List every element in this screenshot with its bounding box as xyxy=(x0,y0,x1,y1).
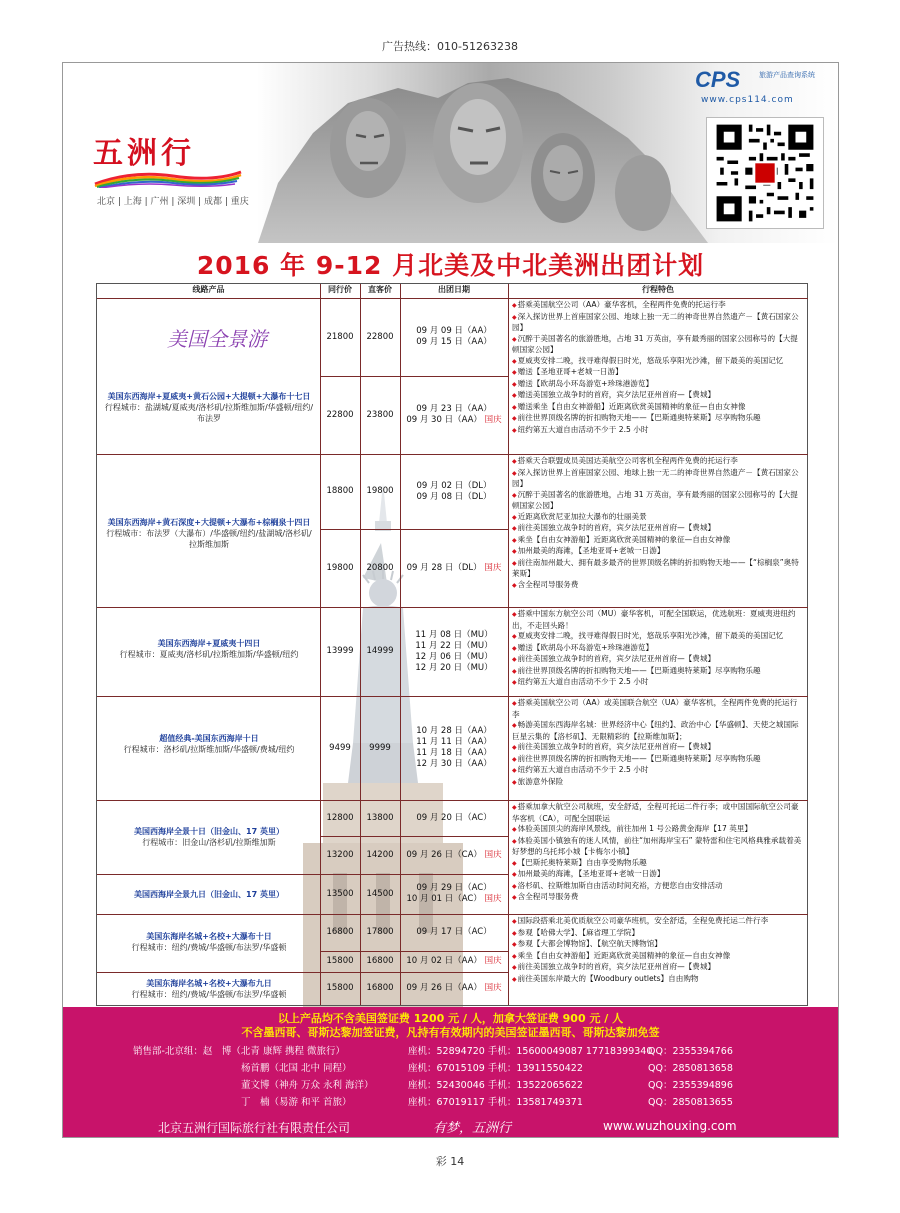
feature-item: ◆加州最美的海滩，【圣地亚哥+老城一日游】 xyxy=(512,869,665,878)
date xyxy=(406,415,501,426)
dates-cell xyxy=(400,972,508,1005)
route-name: 美国西海岸全景十日（旧金山、17 英里） xyxy=(134,827,284,836)
wuzhouxing-logo xyxy=(93,128,249,213)
ad-hotline: 广告热线：010-51263238 xyxy=(382,40,518,53)
feature-item: ◆国际段搭乘北美优质航空公司豪华班机，安全舒适，全程免费托运二件行李 xyxy=(512,916,769,925)
page-frame xyxy=(62,62,839,1138)
route-name: 美国东西海岸+夏威夷+黄石公园+大提顿+大瀑布十七日 xyxy=(107,391,311,401)
dates-cell xyxy=(400,607,508,696)
feature-item: ◆深入探访世界上首座国家公园、地球上独一无二的神奇世界自然遗产－【黄石国家公园】 xyxy=(512,311,799,332)
route-cell xyxy=(103,380,315,434)
route-name: 美国东西海岸+夏威夷十四日 xyxy=(157,639,261,648)
company-name: 北京五洲行国际旅行社有限责任公司 xyxy=(158,1121,351,1135)
peer-price: 21800 xyxy=(326,331,354,342)
peer-price: 22800 xyxy=(326,409,354,420)
route-cities: 行程城市：洛杉矶/拉斯维加斯/华盛顿/费城/纽约 xyxy=(123,745,295,754)
feature-item: ◆加州最美的海滩，【圣地亚哥+老城一日游】 xyxy=(512,546,665,555)
date: 12 月 30 日（AA） xyxy=(416,759,492,769)
contact-qq: QQ：2355394766 xyxy=(648,1046,733,1057)
visa-notice-1: 以上产品均不含美国签证费 1200 元 / 人，加拿大签证费 900 元 / 人 xyxy=(277,1012,624,1025)
peer-price: 12800 xyxy=(326,812,354,823)
feature-item: ◆夏威夷安排二晚，找寻难得假日时光，悠哉乐享阳光沙滩，留下最美的美国记忆 xyxy=(512,355,784,365)
feature-item: ◆搭乘加拿大航空公司航班，安全舒适，全程可托运二件行李；或中国国际航空公司豪华客机（CA），可配全国联运 xyxy=(512,802,799,823)
feature-item: ◆前往美国东岸最大的【Woodbury outlets】自由购物 xyxy=(512,973,699,983)
route-name: 美国东西海岸+黄石深度+大提顿+大瀑布+棕榈泉十四日 xyxy=(107,517,311,527)
feature-item: ◆纽约第五大道自由活动不少于 2.5 小时 xyxy=(512,677,649,686)
feature-item: ◆参观【哈佛大学】、【麻省理工学院】 xyxy=(512,927,640,937)
website-link[interactable]: www.wuzhouxing.com xyxy=(603,1119,737,1133)
feature-item: ◆畅游美国东西海岸名城：世界经济中心【纽约】、政治中心【华盛顿】、天使之城国际巨星云集的【洛杉矶】、无限精彩的【拉斯维加斯】； xyxy=(512,720,799,741)
contact-qq: QQ：2850813658 xyxy=(648,1063,733,1074)
feature-item: ◆前往世界顶级名牌的折扣购物天地——【巴斯通奥特莱斯】尽享购物乐趣 xyxy=(512,753,761,763)
route-cities: 行程城市：夏威夷/洛杉矶/拉斯维加斯/华盛顿/纽约 xyxy=(119,650,299,659)
holiday-badge: 国庆 xyxy=(484,983,502,993)
feature-item: ◆含全程司导服务费 xyxy=(512,892,579,901)
cps-logo xyxy=(695,67,835,117)
contact-phone: 座机：52894720 手机：15600049087 17718399340 xyxy=(408,1046,653,1057)
peer-price: 16800 xyxy=(326,927,354,937)
mount-rushmore-image xyxy=(258,63,708,243)
peer-price: 19800 xyxy=(326,562,354,573)
date: 09 月 15 日（AA） xyxy=(416,337,492,347)
dates-cell xyxy=(400,951,508,972)
dates-cell xyxy=(400,298,508,376)
cps-url: www.cps114.com xyxy=(701,95,794,105)
date: 11 月 18 日（AA） xyxy=(416,748,492,758)
date: 09 月 17 日（AC） xyxy=(416,927,492,937)
contact-row xyxy=(63,1060,838,1074)
contact-name: 董文博（神舟 万众 永利 海洋） xyxy=(241,1080,374,1091)
route-cell xyxy=(103,874,315,914)
route-name: 超值经典-美国东西海岸十日 xyxy=(159,734,259,743)
route-name: 美国西海岸全景九日（旧金山、17 英里） xyxy=(134,889,284,899)
feature-item: ◆搭乘美国航空公司（AA）或美国联合航空（UA）豪华客机，全程两件免费的托运行李 xyxy=(512,698,798,719)
feature-item: ◆体验美国顶尖的海岸风景线，前往加州 1 号公路黄金海岸【17 英里】 xyxy=(512,824,752,833)
route-cities: 行程城市：旧金山/洛杉矶/拉斯维加斯 xyxy=(142,838,276,847)
contact-row xyxy=(63,1094,838,1108)
qr-code-icon xyxy=(706,117,824,229)
dates-cell xyxy=(400,800,508,836)
peer-price: 15800 xyxy=(326,956,354,966)
dates-cell xyxy=(400,454,508,529)
date: 12 月 06 日（MU） xyxy=(415,651,493,662)
dates-cell xyxy=(400,696,508,800)
date: 12 月 20 日（MU） xyxy=(415,662,493,673)
direct-price: 20800 xyxy=(366,562,394,573)
date: 09 月 09 日（AA） xyxy=(416,326,492,336)
feature-item: ◆前往美国独立战争时的首府，宾夕法尼亚州首府—【费城】 xyxy=(512,742,716,751)
logo-wordmark: 五洲行 xyxy=(93,136,195,171)
peer-price: 15800 xyxy=(326,983,354,993)
date xyxy=(406,894,501,905)
feature-item: ◆搭乘美国航空公司（AA）豪华客机，全程两件免费的托运行李 xyxy=(512,300,726,309)
logo-cities: 北京 | 上海 | 广州 | 深圳 | 成都 | 重庆 xyxy=(97,197,249,207)
date: 09 月 26 日（CA） xyxy=(406,849,482,860)
route-name: 美国东海岸名城+名校+大瀑布九日 xyxy=(146,979,272,988)
date: 09 月 23 日（AA） xyxy=(416,404,492,414)
contact-phone: 座机：52430046 手机：13522065622 xyxy=(408,1080,583,1091)
route-cell xyxy=(103,506,315,560)
direct-price: 19800 xyxy=(366,486,394,496)
dates-cell xyxy=(400,836,508,874)
feature-item: ◆赠送【欧胡岛小环岛游览+珍珠港游览】 xyxy=(512,378,654,388)
peer-price: 9499 xyxy=(329,742,351,753)
feature-item: ◆近距离欣赏尼亚加拉大瀑布的壮丽美景 xyxy=(512,511,647,521)
route-cities: 行程城市：纽约/费城/华盛顿/布法罗/华盛顿 xyxy=(131,990,287,999)
features-list xyxy=(509,914,807,1006)
features-list xyxy=(509,800,807,914)
holiday-badge: 国庆 xyxy=(484,894,502,904)
script-label: 美国全景游 xyxy=(167,326,267,351)
date: 11 月 11 日（AA） xyxy=(416,737,492,747)
direct-price: 16800 xyxy=(366,956,394,966)
direct-price: 14200 xyxy=(366,849,394,860)
feature-item: ◆夏威夷安排二晚，找寻难得假日时光，悠哉乐享阳光沙滩，留下最美的美国记忆 xyxy=(512,631,784,640)
dates-cell xyxy=(400,529,508,607)
feature-item: ◆前往美国独立战争时的首府，宾夕法尼亚州首府—【费城】 xyxy=(512,962,716,971)
dates-cell xyxy=(400,376,508,454)
date: 10 月 02 日（AA） xyxy=(406,956,482,966)
page-number: 彩 14 xyxy=(435,1155,465,1168)
feature-item: ◆赠送乘坐【自由女神游船】近距离欣赏美国精神的象征—自由女神像 xyxy=(512,401,746,411)
feature-item: ◆沉醉于美国著名的旅游胜地，占地 31 万英亩，享有最秀丽的国家公园称号的【大提顿国家公园】 xyxy=(512,333,798,354)
dates-cell xyxy=(400,874,508,914)
header-features: 行程特色 xyxy=(642,285,674,294)
date: 09 月 20 日（AC） xyxy=(416,812,492,823)
date-text: 09 月 30 日（AA） xyxy=(406,415,482,425)
peer-price: 18800 xyxy=(326,486,354,496)
direct-price: 14500 xyxy=(366,888,394,899)
route-cities: 行程城市：布法罗（大瀑布）/华盛顿/纽约/盐湖城/洛杉矶/拉斯维加斯 xyxy=(106,528,312,549)
features-list xyxy=(509,298,807,454)
feature-item: ◆参观【大都会博物馆】、【航空航天博物馆】 xyxy=(512,939,662,948)
visa-notice-2: 不含墨西哥、哥斯达黎加签证费，凡持有有效期内的美国签证墨西哥、哥斯达黎加免签 xyxy=(241,1026,660,1039)
feature-item: ◆乘坐【自由女神游船】近距离欣赏美国精神的象征—自由女神像 xyxy=(512,534,731,544)
feature-item: ◆搭乘中国东方航空公司（MU）豪华客机，可配全国联运，优选航班：夏威夷进纽约出，不走回头路！ xyxy=(512,609,796,630)
route-cell xyxy=(103,714,315,774)
route-cell xyxy=(103,812,315,862)
contact-row xyxy=(63,1077,838,1091)
direct-price: 14999 xyxy=(366,646,394,656)
contact-qq: QQ：2850813655 xyxy=(648,1097,733,1108)
feature-item: ◆前往世界顶级名牌的折扣购物天地——【巴斯通奥特莱斯】尽享购物乐趣 xyxy=(512,413,761,422)
rainbow-swoosh-icon xyxy=(93,168,243,188)
contact-phone: 座机：67019117 手机：13581749371 xyxy=(408,1097,583,1108)
feature-item: ◆前往美国独立战争时的首府，宾夕法尼亚州首府—【费城】 xyxy=(512,654,716,663)
contact-name: 丁 楠（易游 和平 首旅） xyxy=(241,1097,352,1108)
header-route: 线路产品 xyxy=(192,285,225,294)
route-cities: 行程城市：纽约/费城/华盛顿/布法罗/华盛顿 xyxy=(131,943,287,952)
date: 11 月 22 日（MU） xyxy=(415,640,493,651)
hero-banner xyxy=(63,63,838,243)
contact-band xyxy=(63,1007,838,1138)
peer-price: 13500 xyxy=(326,888,354,899)
route-cities: 行程城市：盐湖城/夏威夷/洛杉矶/拉斯维加斯/华盛顿/纽约/布法罗 xyxy=(104,402,314,423)
route-cell xyxy=(103,629,315,669)
cps-subtitle: 旅游产品查询系统 xyxy=(759,71,815,79)
slogan: 有梦，五洲行 xyxy=(433,1121,512,1136)
direct-price: 16800 xyxy=(366,983,394,993)
direct-price: 13800 xyxy=(366,812,394,823)
feature-item: ◆前往南加州最大、拥有最多最齐的世界顶级名牌的折扣购物天地——【“棕榈泉”奥特莱斯】 xyxy=(512,557,799,578)
contact-row xyxy=(63,1043,838,1057)
header-dates: 出团日期 xyxy=(438,285,470,294)
features-list xyxy=(509,696,807,800)
date: 09 月 28 日（DL） xyxy=(406,562,482,573)
feature-item: ◆赠送美国独立战争时的首府，宾夕法尼亚州首府—【费城】 xyxy=(512,390,716,399)
feature-item: ◆纽约第五大道自由活动不少于 2.5 小时 xyxy=(512,424,649,434)
cps-mark: CPS xyxy=(695,67,741,92)
contact-name: 杨首鹏（北国 北中 同程） xyxy=(241,1063,352,1074)
date: 09 月 29 日（AC） xyxy=(416,883,492,893)
feature-item: ◆含全程司导服务费 xyxy=(512,579,579,589)
feature-item: ◆前往世界顶级名牌的折扣购物天地——【巴斯通奥特莱斯】尽享购物乐趣 xyxy=(512,665,761,675)
holiday-badge: 国庆 xyxy=(484,562,502,573)
features-list xyxy=(509,607,807,696)
feature-item: ◆赠送【圣地亚哥+老城一日游】 xyxy=(512,367,623,376)
feature-item: ◆前往美国独立战争时的首府，宾夕法尼亚州首府—【费城】 xyxy=(512,523,716,532)
direct-price: 9999 xyxy=(369,742,391,753)
feature-item: ◆沉醉于美国著名的旅游胜地，占地 31 万英亩，享有最秀丽的国家公园称号的【大提顿国家公园】 xyxy=(512,489,798,510)
date: 09 月 02 日（DL） xyxy=(416,480,492,491)
dates-cell xyxy=(400,914,508,951)
feature-item: ◆赠送【欧胡岛小环岛游览+珍珠港游览】 xyxy=(512,642,654,652)
peer-price: 13999 xyxy=(326,646,354,656)
contact-name: 销售部-北京组：赵 博（北青 康辉 携程 微旅行） xyxy=(133,1046,345,1057)
direct-price: 22800 xyxy=(366,331,394,342)
direct-price: 17800 xyxy=(366,927,394,937)
header-direct-price: 直客价 xyxy=(368,285,392,294)
feature-item: ◆体验美国小镇独有的迷人风情，前往“加州海岸宝石” 蒙特雷和住宅风格典雅承载着美好梦想的乌托邦小城【卡梅尔小镇】 xyxy=(512,835,802,856)
feature-item: ◆纽约第五大道自由活动不少于 2.5 小时 xyxy=(512,765,649,774)
header-peer-price: 同行价 xyxy=(328,285,352,294)
peer-price: 13200 xyxy=(326,849,354,860)
holiday-badge: 国庆 xyxy=(484,849,502,860)
feature-item: ◆旅游意外保险 xyxy=(512,776,564,786)
route-name: 美国东海岸名城+名校+大瀑布十日 xyxy=(146,932,272,941)
date: 09 月 26 日（AA） xyxy=(406,983,482,993)
feature-item: ◆乘坐【自由女神游船】近距离欣赏美国精神的象征—自由女神像 xyxy=(512,950,731,960)
feature-item: ◆【巴斯托奥特莱斯】自由享受购物乐趣 xyxy=(512,857,647,867)
feature-item: ◆洛杉矶、拉斯维加斯自由活动时间充裕，方便您自由安排活动 xyxy=(512,880,723,890)
direct-price: 23800 xyxy=(366,409,394,420)
holiday-badge: 国庆 xyxy=(484,415,502,425)
date-text: 10 月 01 日（AC） xyxy=(406,894,482,904)
date: 11 月 08 日（MU） xyxy=(415,629,493,640)
feature-item: ◆深入探访世界上首座国家公园、地球上独一无二的神奇世界自然遗产－【黄石国家公园】 xyxy=(512,467,799,488)
feature-item: ◆搭乘天合联盟成员美国达美航空公司客机全程两件免费的托运行李 xyxy=(512,456,738,465)
tour-schedule-table xyxy=(96,283,808,1006)
page-title: 2016 年 9-12 月北美及中北美洲出团计划 xyxy=(196,251,705,280)
date: 09 月 08 日（DL） xyxy=(416,491,492,502)
route-cell xyxy=(103,974,315,1004)
route-cell xyxy=(103,922,315,962)
holiday-badge: 国庆 xyxy=(484,956,502,966)
date: 10 月 28 日（AA） xyxy=(416,726,492,736)
contact-phone: 座机：67015109 手机：13911550422 xyxy=(408,1063,583,1074)
contact-qq: QQ：2355394896 xyxy=(648,1080,733,1091)
features-list xyxy=(509,454,807,607)
